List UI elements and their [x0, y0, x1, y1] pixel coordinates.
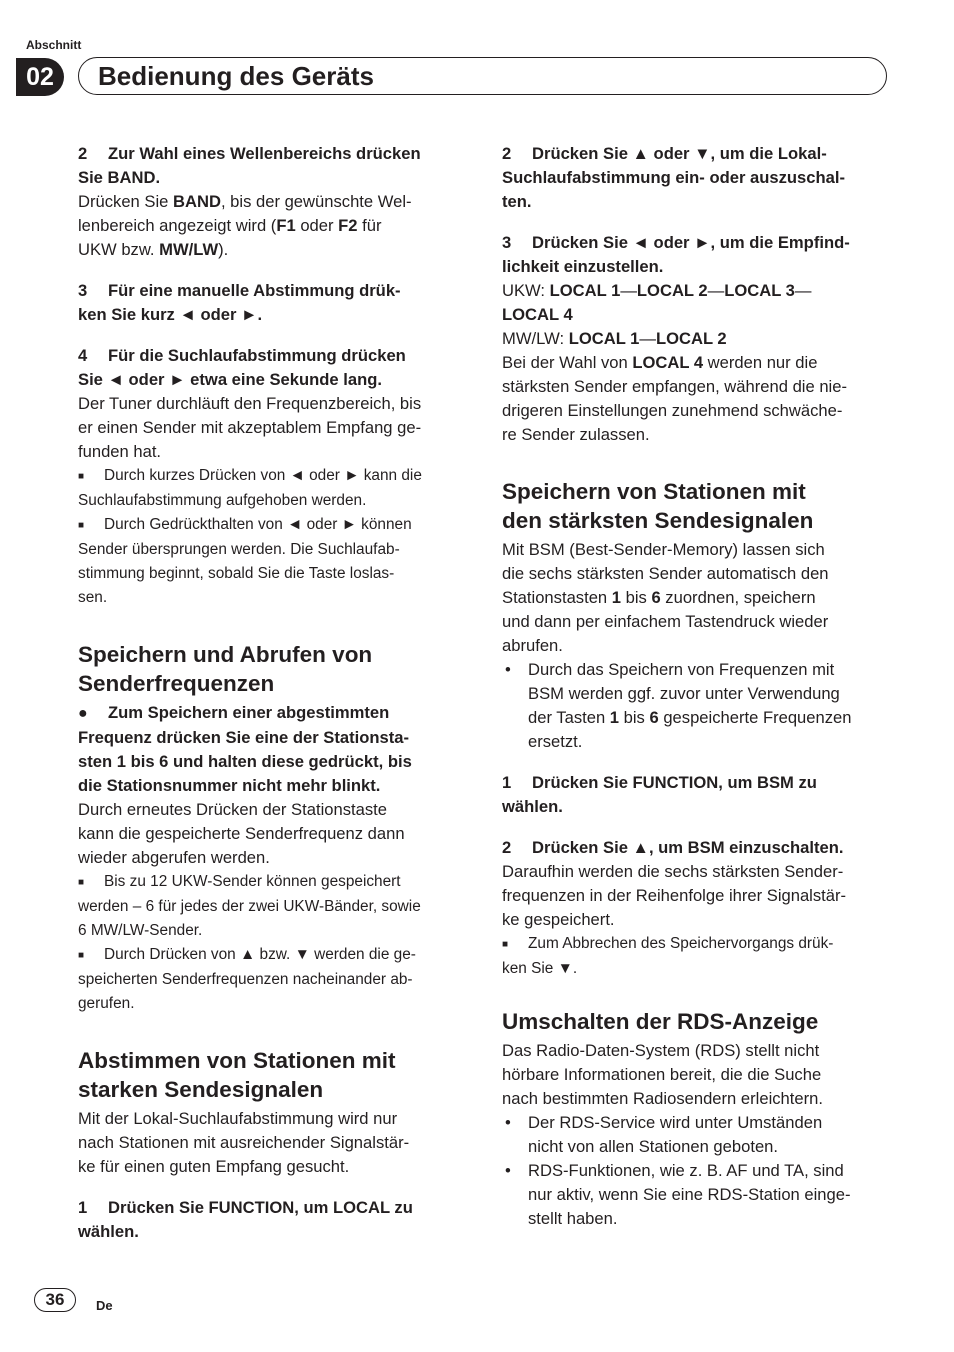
step-1-bsm: 1 Drücken Sie FUNCTION, um BSM zu wählen. [502, 773, 817, 816]
step-4-seek: 4 Für die Suchlaufabstimmung drücken Sie ◄ oder ► etwa eine Sekunde lang. [78, 346, 406, 389]
note: ■ Zum Abbrechen des Speichervorgangs drük- ken Sie ▼. [502, 935, 834, 977]
heading-store-recall: Speichern und Abrufen von Senderfrequenzen [78, 642, 373, 696]
bsm-on-text: Daraufhin werden die sechs stärksten Sender- frequenzen in der Reihenfolge ihrer Signalstär- ke gespeichert. [502, 862, 847, 929]
chapter-badge: 02 [16, 58, 64, 96]
bullet-icon: • [505, 1161, 511, 1180]
note: ■ Bis zu 12 UKW-Sender können gespeichert werden – 6 für jedes der zwei UKW-Bänder, sowie 6 MW/LW-Sender. [78, 873, 421, 939]
square-bullet-icon: ■ [78, 471, 85, 482]
bsm-bullet: • Durch das Speichern von Frequenzen mit BSM werden ggf. zuvor unter Verwendung der Tasten 1 bis 6 gespeicherte Frequenzen ersetzt. [505, 660, 852, 751]
heading-bsm: Speichern von Stationen mit den stärksten Sendesignalen [502, 479, 814, 533]
page-number: 36 [34, 1288, 76, 1312]
square-bullet-icon: ■ [78, 877, 85, 888]
tune-text: Mit der Lokal-Suchlaufabstimmung wird nur nach Stationen mit ausreichender Signalstär- ke für einen guten Empfang gesucht. [78, 1109, 410, 1176]
bullet-dot-icon: ● [78, 705, 88, 722]
step-2-band: 2 Zur Wahl eines Wellenbereichs drücken Sie BAND. [78, 144, 421, 187]
step-4-text: Der Tuner durchläuft den Frequenzbereich, bis er einen Sender mit akzeptablem Empfang ge- funden hat. [78, 394, 422, 461]
section-label: Abschnitt [26, 38, 82, 52]
step-2-bsm-on: 2 Drücken Sie ▲, um BSM einzuschalten. [502, 838, 844, 857]
step-2-text: Drücken Sie BAND, bis der gewünschte Wel- lenbereich angezeigt wird (F1 oder F2 für UKW bzw. MW/LW). [78, 192, 412, 259]
rds-bullet: • Der RDS-Service wird unter Umständen nicht von allen Stationen geboten. [505, 1113, 823, 1156]
step-2-local-toggle: 2 Drücken Sie ▲ oder ▼, um die Lokal- Suchlaufabstimmung ein- oder auszuschal- ten. [502, 144, 845, 211]
note: ■ Durch kurzes Drücken von ◄ oder ► kann die Suchlaufabstimmung aufgehoben werden. [78, 467, 422, 509]
square-bullet-icon: ■ [502, 939, 509, 950]
rds-text: Das Radio-Daten-System (RDS) stellt nicht hörbare Informationen bereit, die die Suche nach bestimmten Radiosendern erleichtern. [502, 1041, 823, 1108]
left-column [78, 142, 464, 1244]
right-column [502, 142, 890, 1231]
bullet-icon: • [505, 660, 511, 679]
store-text: Durch erneutes Drücken der Stationstaste kann die gespeicherte Senderfrequenz dann wieder abgerufen werden. [78, 800, 405, 867]
heading-tune-strong: Abstimmen von Stationen mit starken Sendesignalen [78, 1048, 396, 1102]
bsm-text: Mit BSM (Best-Sender-Memory) lassen sich die sechs stärksten Sender automatisch den Stationstasten 1 bis 6 zuordnen, speichern und dann per einfachem Tastendruck wieder abrufen. [502, 540, 829, 655]
step-1-local: 1 Drücken Sie FUNCTION, um LOCAL zu wählen. [78, 1198, 413, 1241]
bullet-icon: • [505, 1113, 511, 1132]
chapter-title: Bedienung des Geräts [98, 61, 374, 91]
square-bullet-icon: ■ [78, 950, 85, 961]
sensitivity-levels: UKW: LOCAL 1—LOCAL 2—LOCAL 3— LOCAL 4 MW/LW: LOCAL 1—LOCAL 2 Bei der Wahl von LOCAL 4 werden nur die stärksten Sender empfangen, während die nie- drigeren Einstellungen zunehmend schwäche- re Sender zulassen. [502, 281, 847, 444]
step-3-manual: 3 Für eine manuelle Abstimmung drük- ken Sie kurz ◄ oder ►. [78, 281, 401, 324]
step-3-sensitivity: 3 Drücken Sie ◄ oder ►, um die Empfind- lichkeit einzustellen. [502, 233, 850, 276]
heading-rds: Umschalten der RDS-Anzeige [502, 1009, 819, 1034]
language-code: De [96, 1298, 113, 1313]
store-instruction: ● Zum Speichern einer abgestimmten Frequenz drücken Sie eine der Stationsta- sten 1 bis 6 und halten diese gedrückt, bis die Stationsnummer nicht mehr blinkt. [78, 703, 412, 795]
rds-bullet: • RDS-Funktionen, wie z. B. AF und TA, sind nur aktiv, wenn Sie eine RDS-Station einge- stellt haben. [505, 1161, 851, 1228]
square-bullet-icon: ■ [78, 520, 85, 531]
note: ■ Durch Gedrückthalten von ◄ oder ► können Sender übersprungen werden. Die Suchlaufab- stimmung beginnt, sobald Sie die Taste loslas- sen. [78, 516, 412, 606]
note: ■ Durch Drücken von ▲ bzw. ▼ werden die ge- speicherten Senderfrequenzen nacheinander ab- gerufen. [78, 946, 416, 1012]
